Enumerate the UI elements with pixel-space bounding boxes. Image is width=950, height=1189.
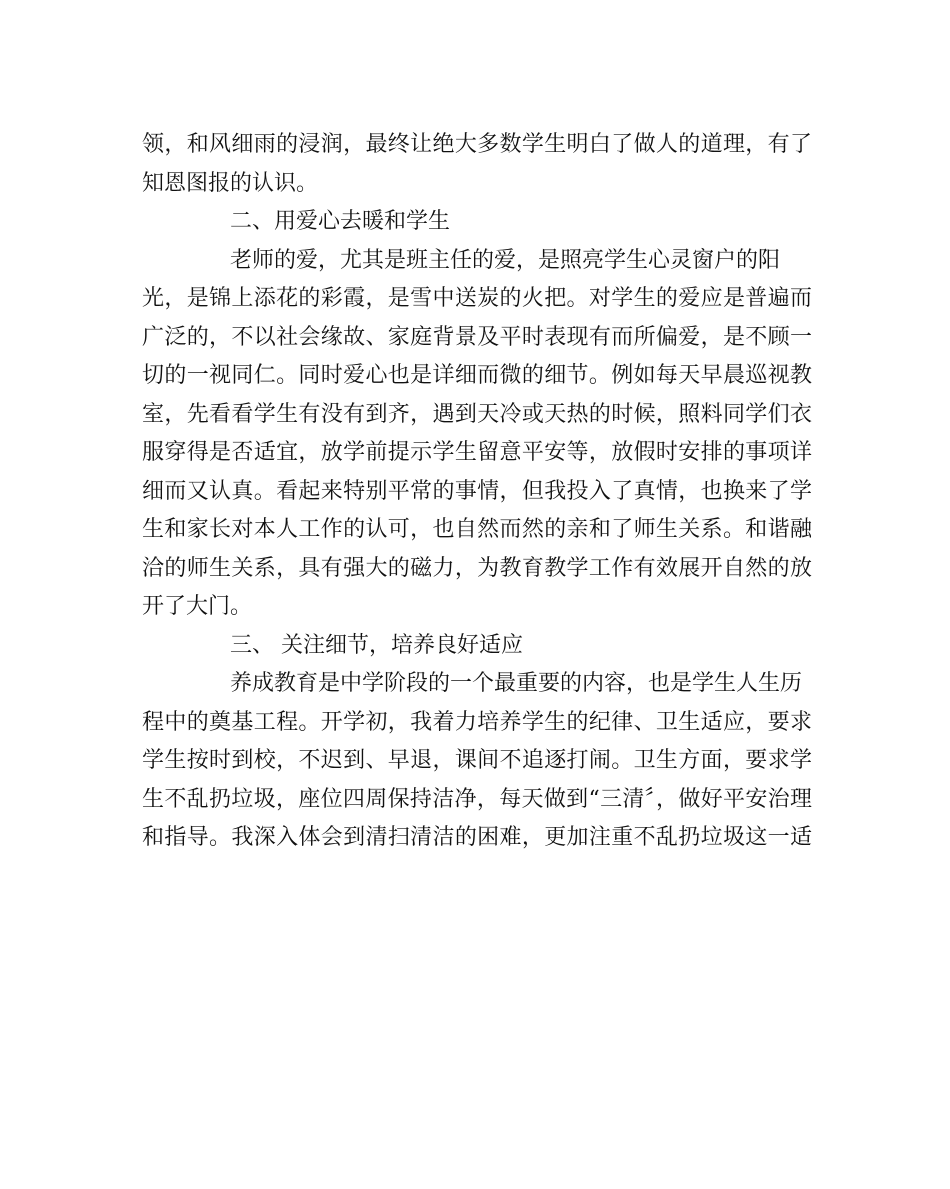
- body-line: 细而又认真。看起来特别平常的事情，但我投入了真情，也换来了学: [142, 478, 812, 504]
- body-line: 广泛的，不以社会缘故、家庭背景及平时表现有而所偏爱，是不顾一: [142, 324, 812, 350]
- paragraph-first-line: 老师的爱，尤其是班主任的爱，是照亮学生心灵窗户的阳: [230, 247, 781, 273]
- paragraph-first-line: 养成教育是中学阶段的一个最重要的内容，也是学生人生历: [230, 671, 803, 696]
- body-line: 开了大门。: [142, 594, 253, 619]
- body-line: 光，是锦上添花的彩霞，是雪中送炭的火把。对学生的爱应是普遍而: [142, 286, 812, 311]
- body-line: 和指导。我深入体会到清扫清洁的困难，更加注重不乱扔垃圾这一适: [142, 825, 812, 850]
- body-line: 学生按时到校，不迟到、早退，课间不追逐打闹。卫生方面，要求学: [142, 748, 812, 773]
- body-line: 知恩图报的认识。: [142, 170, 319, 196]
- document-body: [142, 126, 812, 858]
- body-line: 室，先看看学生有没有到齐，遇到天冷或天热的时候，照料同学们衣: [142, 401, 812, 427]
- body-line: 程中的奠基工程。开学初，我着力培养学生的纪律、卫生适应，要求: [142, 709, 812, 735]
- section-heading: 三、 关注细节，培养良好适应: [230, 632, 523, 658]
- section-heading: 二、用爱心去暖和学生: [230, 209, 451, 234]
- body-line: 服穿得是否适宜，放学前提示学生留意平安等，放假时安排的事项详: [142, 440, 812, 465]
- body-line: 生和家长对本人工作的认可，也自然而然的亲和了师生关系。和谐融: [142, 517, 812, 542]
- body-line: 生不乱扔垃圾，座位四周保持洁净，每天做到“三清〞，做好平安治理: [142, 786, 812, 812]
- body-line: 洽的师生关系，具有强大的磁力，为教育教学工作有效展开自然的放: [142, 555, 812, 581]
- body-line: 领，和风细雨的浸润，最终让绝大多数学生明白了做人的道理，有了: [142, 132, 812, 157]
- body-line: 切的一视同仁。同时爱心也是详细而微的细节。例如每天早晨巡视教: [142, 363, 812, 388]
